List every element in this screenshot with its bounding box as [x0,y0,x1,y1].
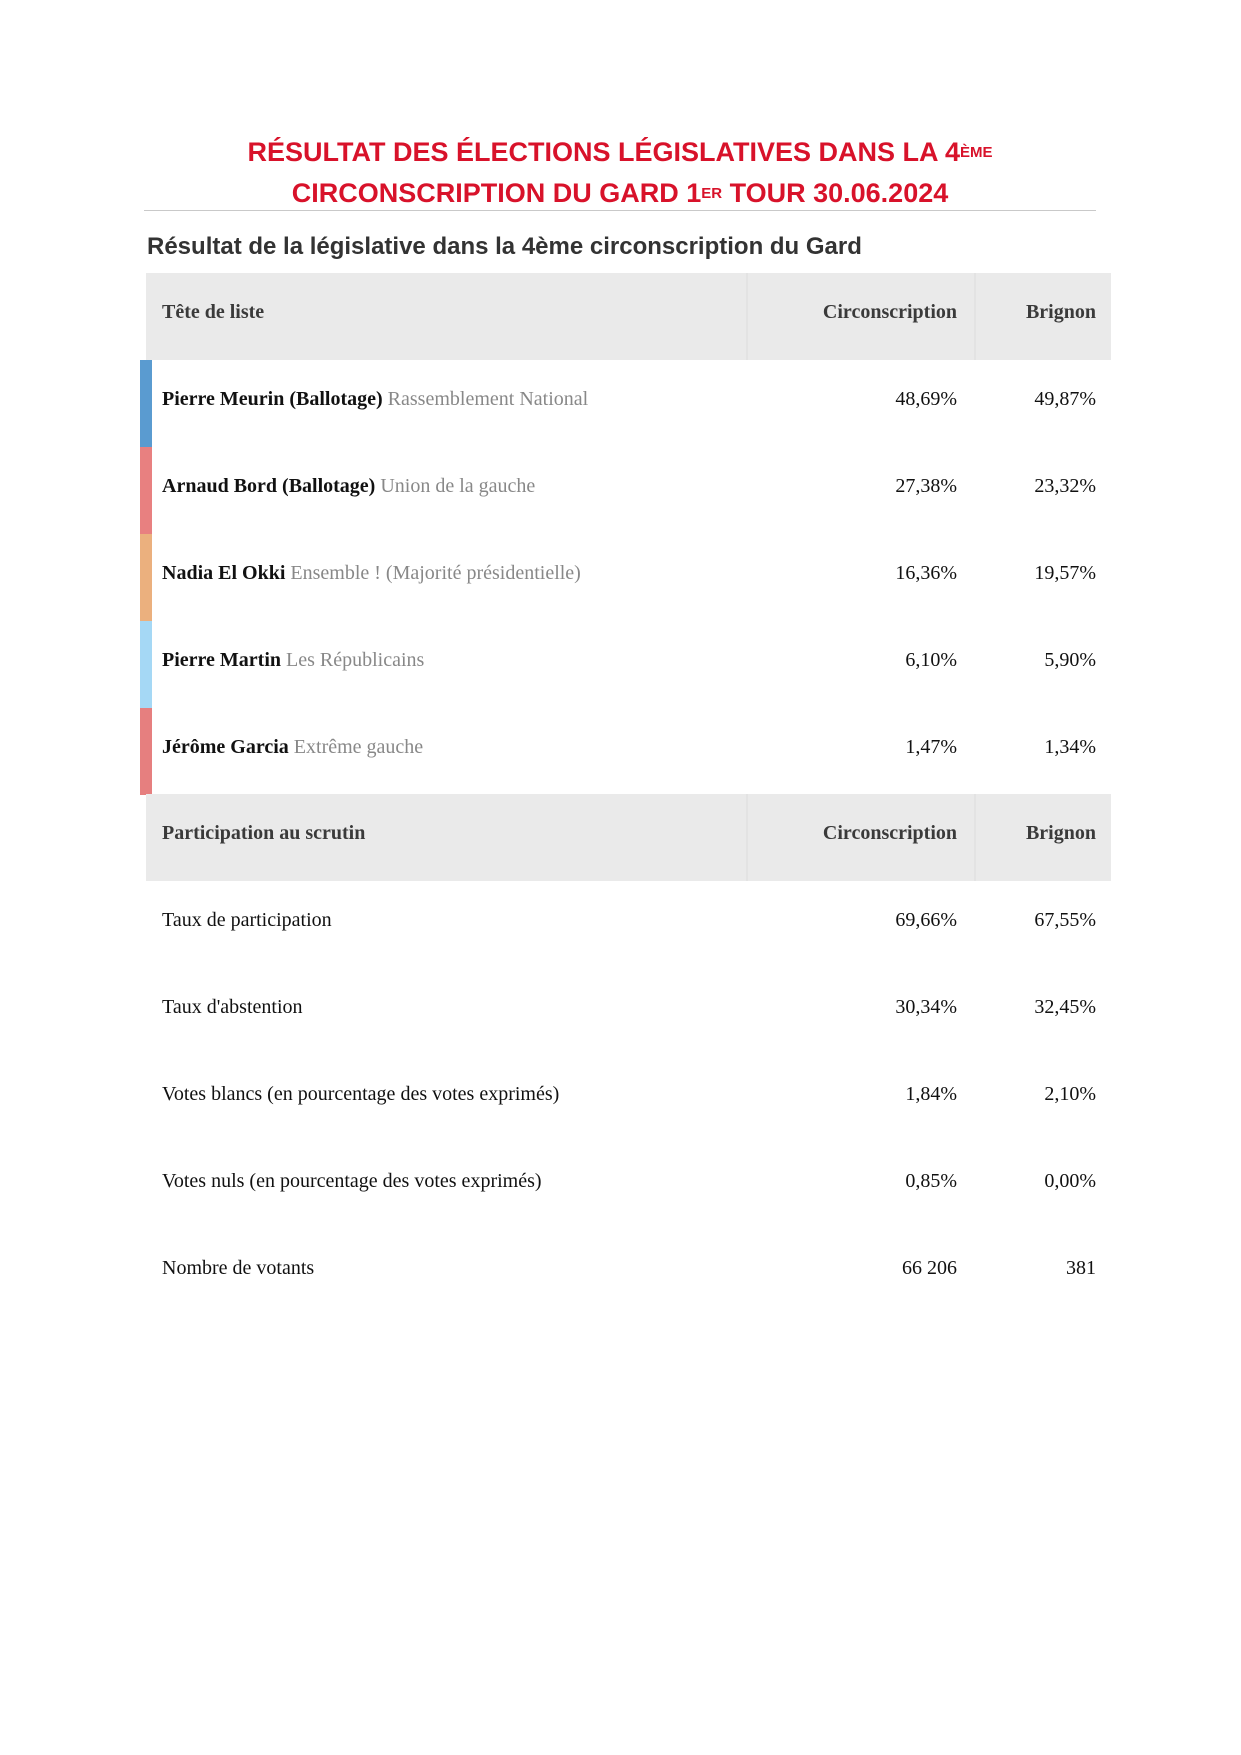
participation-label: Nombre de votants [162,1257,315,1279]
participation-table-header [146,794,1111,881]
candidate-party: Extrême gauche [293,736,424,758]
participation-table [146,794,1111,1316]
header-tete-de-liste: Tête de liste [162,301,265,323]
candidates-table [146,273,1111,795]
candidate-brignon-value: 49,87% [1034,388,1096,410]
candidates-table-header [146,273,1111,360]
participation-row [146,1142,1111,1229]
page-title [140,134,1100,216]
header-separator [746,273,748,360]
candidate-brignon-value: 23,32% [1034,475,1096,497]
participation-brignon-value: 0,00% [1044,1170,1096,1192]
participation-circonscription-value: 30,34% [895,996,957,1018]
candidate-circonscription-value: 48,69% [895,388,957,410]
candidate-row [146,708,1111,795]
participation-circonscription-value: 0,85% [905,1170,957,1192]
candidate-circonscription-value: 27,38% [895,475,957,497]
candidate-row [146,447,1111,534]
participation-row [146,1229,1111,1316]
candidate-row [146,621,1111,708]
party-color-bar [140,534,152,621]
header-separator [974,273,976,360]
header-brignon: Brignon [1025,301,1096,323]
participation-brignon-value: 32,45% [1034,996,1096,1018]
candidate-party: Les Républicains [286,649,425,671]
participation-brignon-value: 381 [1066,1257,1096,1279]
candidate-cell [162,475,535,498]
candidate-brignon-value: 19,57% [1034,562,1096,584]
candidate-party: Ensemble ! (Majorité présidentielle) [290,562,581,584]
candidate-brignon-value: 5,90% [1044,649,1096,671]
participation-brignon-value: 67,55% [1034,909,1096,931]
candidate-name: Pierre Meurin (Ballotage) [162,388,383,410]
participation-brignon-value: 2,10% [1044,1083,1096,1105]
candidate-party: Union de la gauche [380,475,536,497]
participation-label: Votes blancs (en pourcentage des votes exprimés) [162,1083,560,1105]
party-color-bar [140,708,152,795]
party-color-bar [140,360,152,447]
candidate-cell [162,388,588,411]
participation-label: Taux de participation [162,909,332,931]
section-heading: Résultat de la législative dans la 4ème circonscription du Gard [147,233,862,260]
party-color-bar [140,621,152,708]
title-line-1: RÉSULTAT DES ÉLECTIONS LÉGISLATIVES DANS LA 4ÈME [247,137,993,167]
candidate-cell [162,562,581,585]
participation-label: Taux d'abstention [162,996,303,1018]
header-circonscription: Circonscription [822,301,957,323]
participation-row [146,968,1111,1055]
candidate-circonscription-value: 6,10% [905,649,957,671]
header-circonscription: Circonscription [822,822,957,844]
header-brignon: Brignon [1025,822,1096,844]
candidate-brignon-value: 1,34% [1044,736,1096,758]
candidate-party: Rassemblement National [387,388,589,410]
participation-circonscription-value: 1,84% [905,1083,957,1105]
participation-circonscription-value: 69,66% [895,909,957,931]
header-separator [974,794,976,881]
candidate-circonscription-value: 16,36% [895,562,957,584]
header-separator [746,794,748,881]
participation-label: Votes nuls (en pourcentage des votes exprimés) [162,1170,542,1192]
candidate-name: Pierre Martin [162,649,282,671]
candidate-row [146,534,1111,621]
candidate-circonscription-value: 1,47% [905,736,957,758]
candidate-cell [162,736,423,759]
candidate-name: Jérôme Garcia [162,736,289,758]
candidate-name: Nadia El Okki [162,562,286,584]
candidate-name: Arnaud Bord (Ballotage) [162,475,376,497]
party-color-bar [140,447,152,534]
title-line-2: CIRCONSCRIPTION DU GARD 1ER TOUR 30.06.2024 [291,178,949,208]
title-divider [144,210,1096,211]
participation-row [146,1055,1111,1142]
candidate-row [146,360,1111,447]
header-participation: Participation au scrutin [162,822,366,844]
participation-circonscription-value: 66 206 [902,1257,957,1279]
participation-row [146,881,1111,968]
candidate-cell [162,649,424,672]
